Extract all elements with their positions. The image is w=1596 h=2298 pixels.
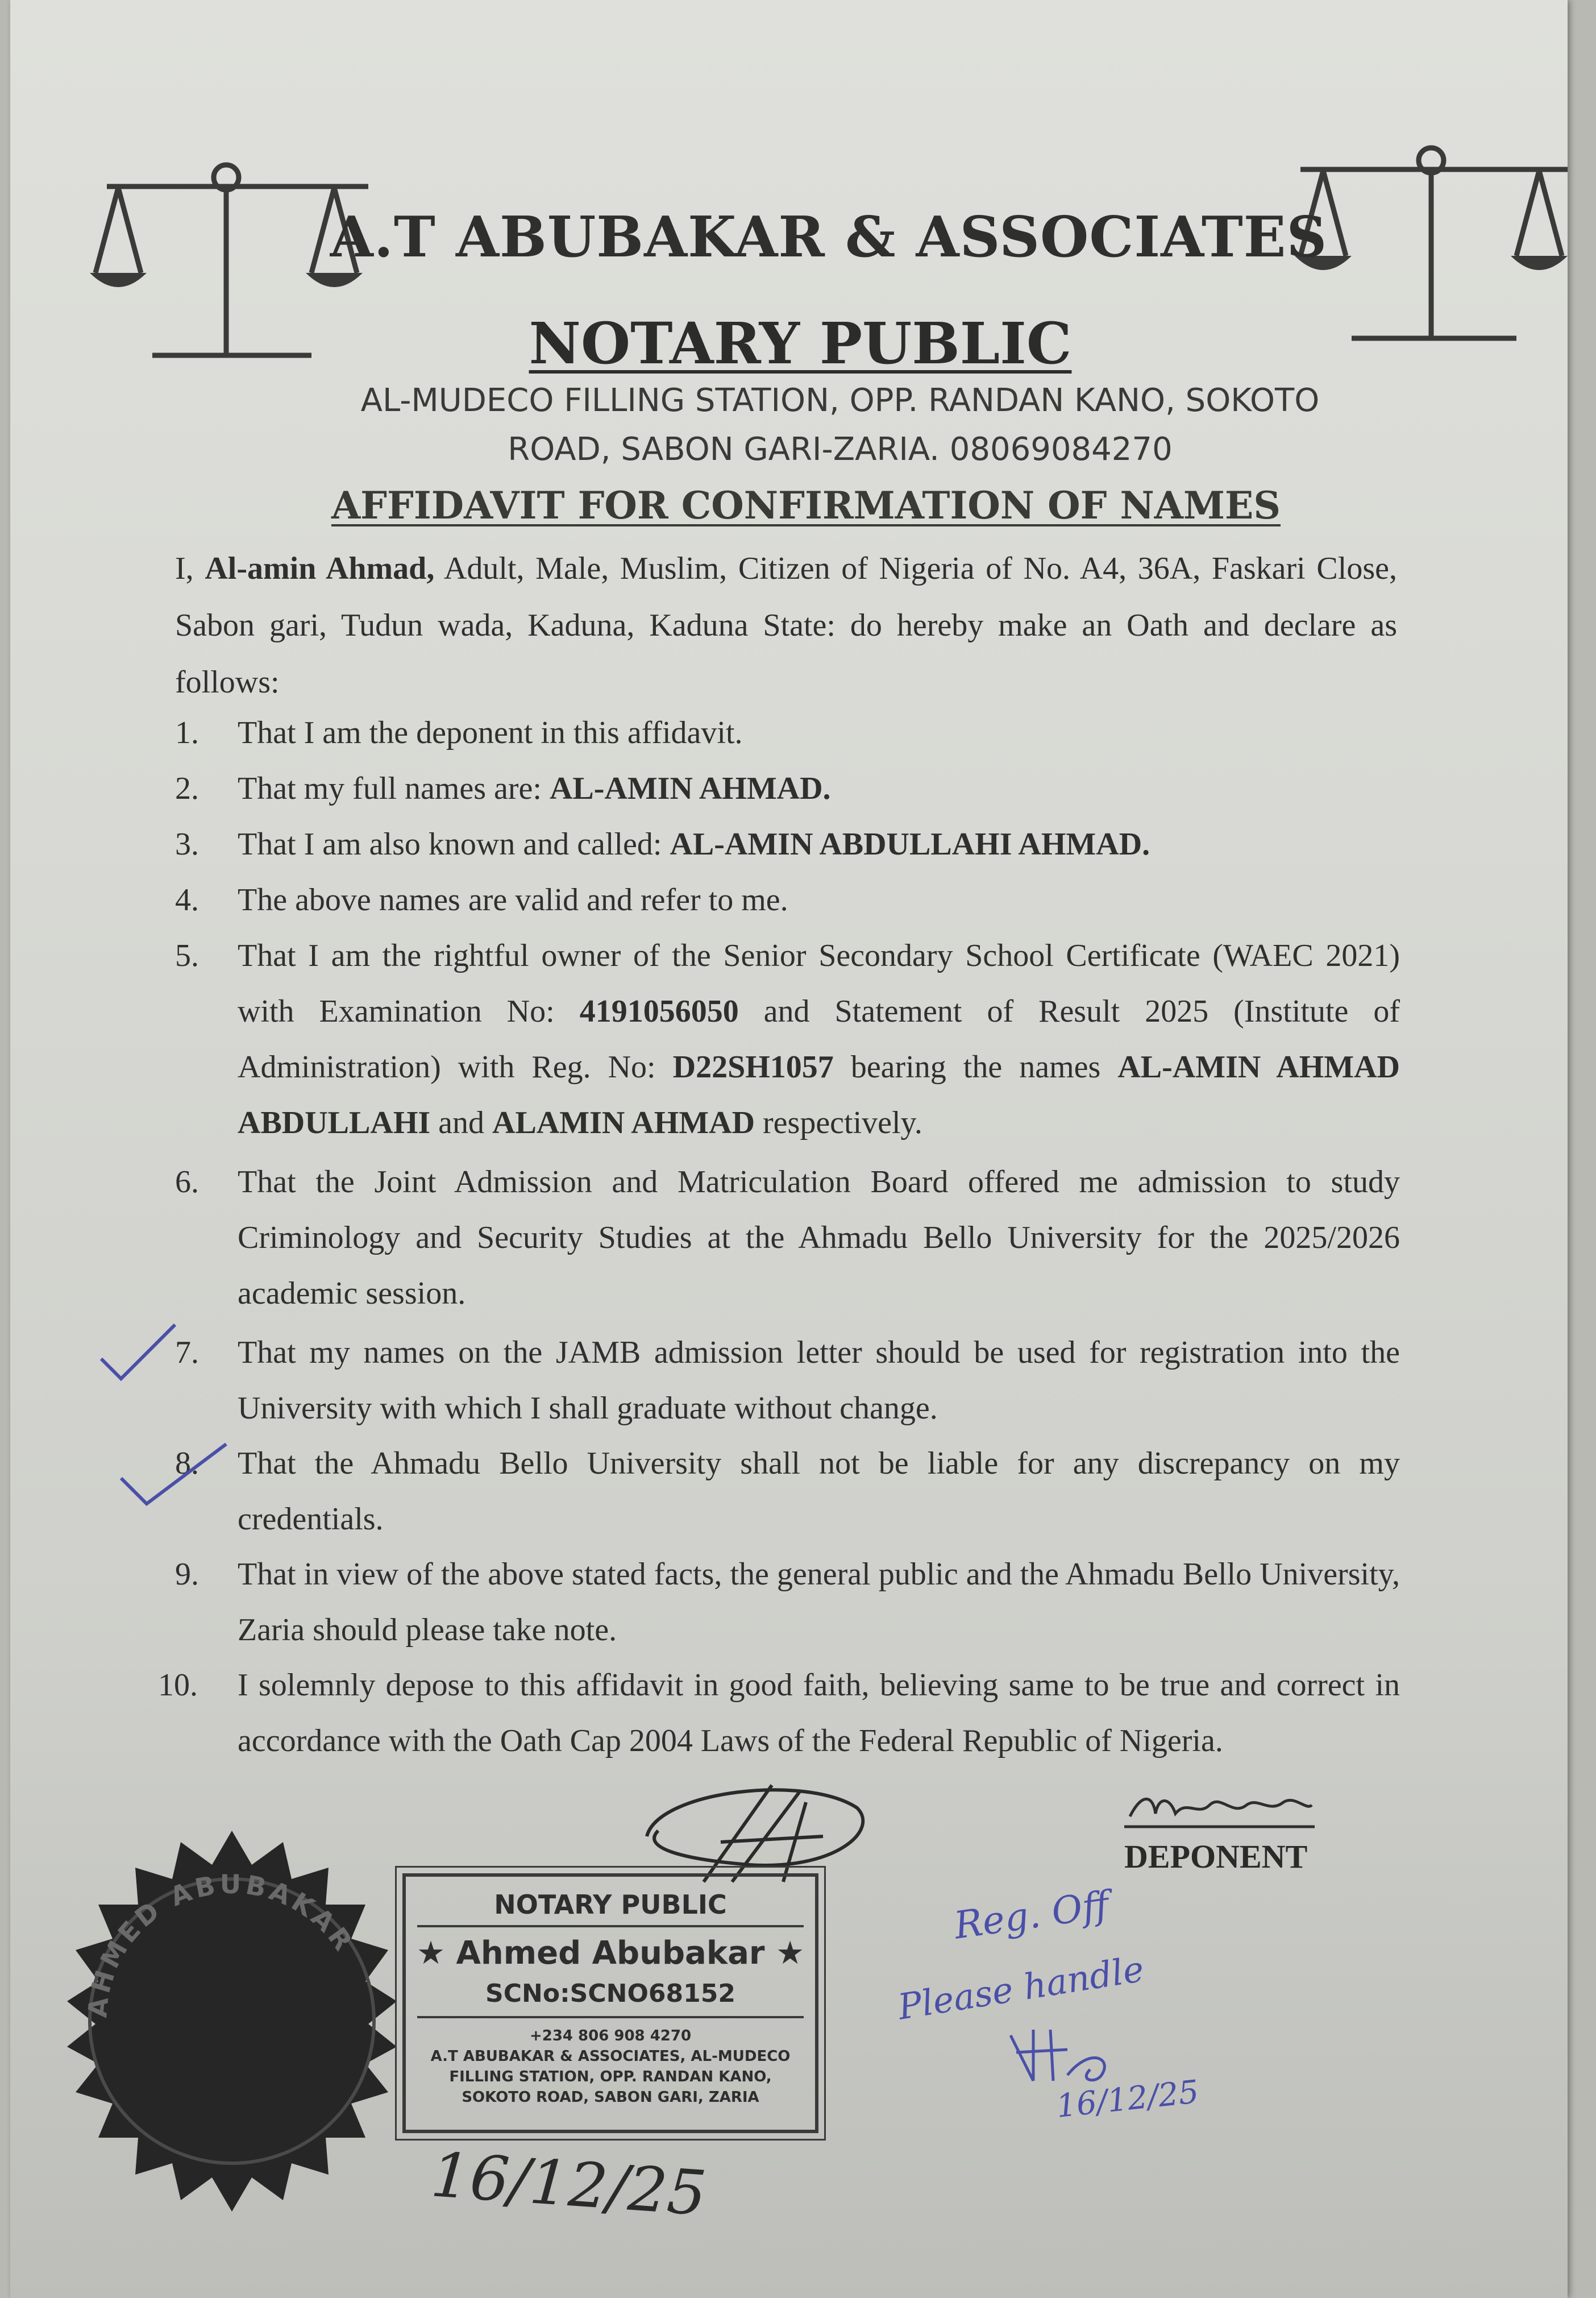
document-title: AFFIDAVIT FOR CONFIRMATION OF NAMES [331,483,1281,528]
paragraph-number: 1. [175,715,199,750]
stamp-address-text: A.T ABUBAKAR & ASSOCIATES, AL-MUDECO FILLING STATION, OPP. RANDAN KANO, SOKOTO ROAD, SABON GARI, ZARIA [430,2048,791,2106]
paragraph-text-plain: That my full names are: [238,771,550,806]
paragraph-text-plain: respectively. [755,1105,922,1140]
paragraph-number: 2. [175,771,199,806]
deponent-signature [1124,1782,1317,1834]
paragraph-text-plain: That I am also known and called: [238,827,670,862]
stamp-heading: NOTARY PUBLIC [494,1889,727,1920]
handwritten-note-line-1: Reg. Off [951,1882,1112,1948]
paragraph-text [238,816,1400,872]
alias-names: AL-AMIN ABDULLAHI AHMAD. [670,827,1150,862]
handwritten-note-date: 16/12/25 [1054,2073,1201,2125]
stamp-phone: +234 806 908 4270 [529,2027,692,2044]
firm-address-line-2: ROAD, SABON GARI-ZARIA. 08069084270 [508,431,1173,468]
paragraph-text: That in view of the above stated facts, the general public and the Ahmadu Bello University, Zaria should please take note. [238,1557,1400,1648]
stamp-sc-number: SCNo:SCNO68152 [485,1979,735,2008]
paragraph-text-plain: and [430,1105,493,1140]
firm-subtitle: NOTARY PUBLIC [529,310,1072,377]
paragraph-text: That my names on the JAMB admission letter should be used for registration into the University with which I shall graduate without change. [238,1335,1400,1426]
handwritten-initials [999,2013,1136,2092]
intro-paragraph [175,540,1397,711]
deponent-name: Al-amin Ahmad, [205,551,435,586]
full-names: AL-AMIN AHMAD. [549,771,831,806]
handwritten-note-line-2: Please handle [895,1948,1147,2028]
intro-rest: Adult, Male, Muslim, Citizen of Nigeria of No. A4, 36A, Faskari Close, Sabon gari, Tudun wada, Kaduna, Kaduna State: do hereby make an Oath and declare as follows: [175,551,1397,700]
certificate-name-2: ALAMIN AHMAD [492,1105,755,1140]
paragraph-text: I solemnly depose to this affidavit in good faith, believing same to be true and correct in accordance with the Oath Cap 2004 Laws of the Federal Republic of Nigeria. [238,1667,1400,1758]
deponent-label: DEPONENT [1124,1838,1308,1875]
firm-address-line-1: AL-MUDECO FILLING STATION, OPP. RANDAN KANO, SOKOTO [360,382,1320,419]
star-icon: ★ [764,1935,805,1972]
registration-number: D22SH1057 [672,1050,834,1085]
firm-name: A.T ABUBAKAR & ASSOCIATES [330,205,1328,270]
intro-lead: I, [175,551,205,586]
examination-number: 4191056050 [579,994,739,1029]
paragraph-number: 7. [175,1335,199,1370]
paragraph-number: 10. [158,1667,198,1703]
paragraph-number: 4. [175,882,199,918]
paragraph-number: 8. [175,1446,199,1481]
star-icon: ★ [416,1935,456,1972]
paragraph-text-plain: That I am the rightful owner of the Senior Secondary School Certificate (WAEC 2021) with Examination No: [238,938,1400,1029]
paragraph-text: That I am the deponent in this affidavit. [238,715,743,750]
stamp-name-text: Ahmed Abubakar [456,1935,765,1972]
stamp-address [423,2026,798,2108]
paragraph-number: 9. [175,1557,199,1592]
paragraph-text-plain: bearing the names [833,1050,1118,1085]
paragraph-number: 5. [175,938,199,973]
seal-text: AHMED ABUBAKAR [82,1868,360,2019]
checkmark-icon [113,1438,238,1512]
document-page [10,0,1568,2298]
stamp-handwritten-date: 16/12/25 [429,2139,709,2230]
stamp-divider [417,2016,804,2018]
paragraph-text-plain: and Statement of Result 2025 (Institute of Administration) with Reg. No: [238,994,1400,1085]
certificate-name-1: AL-AMIN AHMAD ABDULLAHI [238,1050,1400,1140]
notary-stamp [402,1873,818,2133]
paragraph-text: That the Joint Admission and Matriculation Board offered me admission to study Criminology and Security Studies at the Ahmadu Bello University for the 2025/2026 academic session. [238,1164,1400,1311]
stamp-divider [417,1925,804,1927]
notary-seal [33,1819,431,2217]
checkmark-icon [95,1319,209,1387]
stamp-name [406,1935,815,1972]
paragraph-text: That the Ahmadu Bello University shall not be liable for any discrepancy on my credentials. [238,1446,1400,1537]
paragraph-text [238,761,1400,816]
paragraph-text [238,928,1400,1151]
paragraph-text: The above names are valid and refer to me. [238,882,788,918]
paragraph-number: 3. [175,827,199,862]
paragraph-number: 6. [175,1164,199,1200]
